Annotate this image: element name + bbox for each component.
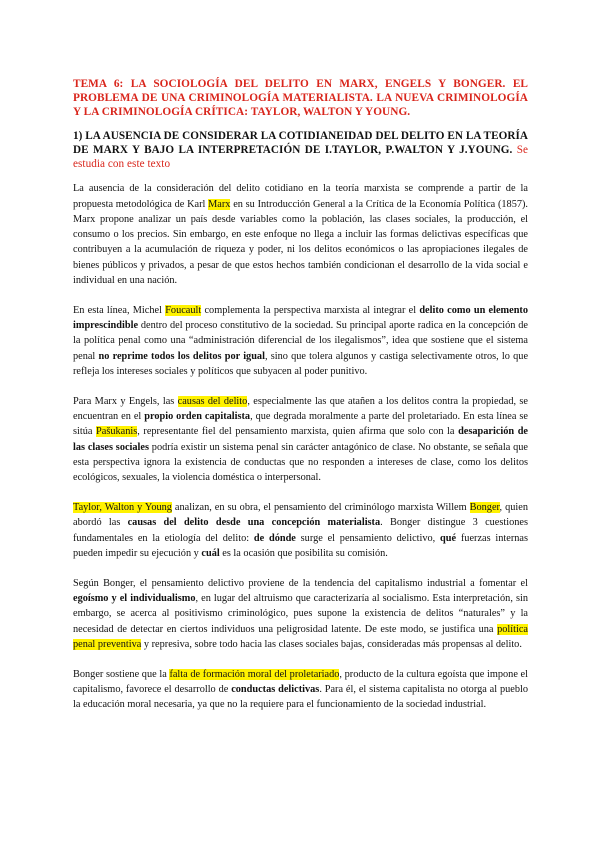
text-run: . Bonger distingue 3 cuestiones fundamentales en la etiología del delito: — [73, 517, 528, 544]
highlight-causas-delito: causas del delito — [177, 395, 248, 407]
bold-que: qué — [440, 532, 457, 544]
bold-orden-capitalista: propio orden capitalista — [144, 411, 251, 423]
text-run: , producto de la cultura egoísta que impone el capitalismo, favorece el desarrollo de — [73, 668, 528, 696]
paragraph-1 — [73, 181, 528, 288]
bold-delito-imprescindible: delito como un elemento imprescindible — [73, 304, 528, 332]
highlight-marx: Marx — [208, 198, 231, 210]
text-run: dentro del proceso constitutivo de la sociedad. Su principal aporte radica en la concepción de la política penal como una “administración diferencial de los ilegalismos”, idea que sostiene que el sistema penal — [73, 320, 528, 362]
text-run: Para Marx y Engels, las — [73, 395, 178, 407]
bold-cual: cuál — [201, 547, 220, 559]
text-run: analizan, en su obra, el pensamiento del criminólogo marxista Willem — [171, 502, 470, 514]
text-run: , especialmente las que atañen a los delitos contra la propiedad, se encuentran en el — [73, 395, 528, 423]
text-run: , sino que tolera algunos y castiga selectivamente otros, lo que refleja los intereses sociales y políticos que subyacen al poder punitivo. — [73, 350, 529, 377]
document-title: TEMA 6: LA SOCIOLOGÍA DEL DELITO EN MARX, ENGELS Y BONGER. EL PROBLEMA DE UNA CRIMINOLOGÍA MATERIALISTA. LA NUEVA CRIMINOLOGÍA Y LA CRIMINOLOGÍA CRÍTICA: TAYLOR, WALTON Y YOUNG. — [73, 78, 528, 119]
text-run: La ausencia de la consideración del delito cotidiano en la teoría marxista se comprende a partir de la propuesta metodológica de Karl — [73, 183, 528, 210]
bold-no-reprime: no reprime todos los delitos por igual — [98, 350, 265, 362]
text-run: , en lugar del altruismo que caracterizaría al socialismo. Esta interpretación, sin embargo, se acerca al positivismo criminológico, pues supone la existencia de delitos “naturales” y la necesidad de detectar en ciertos individuos una peligrosidad latente. De este modo, se justifica una — [73, 593, 528, 635]
highlight-bonger: Bonger — [469, 502, 500, 514]
text-run: Bonger sostiene que la — [73, 668, 170, 680]
paragraph-6 — [73, 667, 528, 713]
text-run: , representante fiel del pensamiento marxista, quien afirma que solo con la — [137, 426, 459, 438]
bold-desaparicion-clases: desaparición de las clases sociales — [73, 426, 529, 453]
text-run: , que degrada moralmente a parte del proletariado. En esta línea se sitúa — [73, 411, 528, 438]
text-run: surge el pensamiento delictivo, — [295, 532, 441, 544]
text-run: complementa la perspectiva marxista al integrar el — [201, 304, 420, 316]
paragraph-5 — [73, 576, 528, 652]
paragraph-2 — [73, 303, 528, 379]
text-run: . Para él, el sistema capitalista no otorga al pueblo la educación moral necesaria, ya que no la requiere para el funcionamiento de la sociedad industrial. — [73, 684, 529, 711]
highlight-politica-preventiva: política penal preventiva — [73, 623, 528, 650]
text-run: fuerzas internas pueden impedir su ejecución y — [73, 532, 528, 559]
highlight-foucault: Foucault — [165, 304, 202, 316]
section-heading — [73, 129, 528, 172]
text-run: , quien abordó las — [73, 502, 528, 529]
paragraph-4 — [73, 500, 528, 561]
highlight-falta-formacion: falta de formación moral del proletariado — [169, 668, 340, 680]
highlight-taylor-walton-young: Taylor, Walton y Young — [73, 502, 172, 514]
bold-de-donde: de dónde — [253, 532, 296, 544]
text-run: podría existir un sistema penal sin carácter antagónico de clase. No obstante, se señala que esta perspectiva ignora la existencia de conductas que no responden a intereses de clase, como los delitos ecológicos, sexuales, la violencia doméstica o interpersonal. — [73, 441, 528, 484]
text-run: Según Bonger, el pensamiento delictivo proviene de la tendencia del capitalismo industrial a fomentar el — [73, 577, 528, 589]
bold-egoismo-individualismo: egoísmo y el individualismo — [73, 593, 196, 605]
text-run: en su Introducción General a la Crítica de la Economía Política (1857). Marx propone analizar un país desde variables como la población, las clases sociales, la producción, el consumo o los precios. Sin embargo, en este enfoque no llega a incluir las formas delictivas específicas que contribuyen a la acumulación de riqueza y poder, ni los delitos económicos o las apropiaciones ilegales de bienes públicos y privados, a pesar de que estos hechos también condicionan el desarrollo de la vida social e individual en una nación. — [73, 198, 528, 286]
paragraph-3 — [73, 394, 528, 486]
bold-conductas-delictivas: conductas delictivas — [231, 684, 320, 696]
highlight-pasukanis: Pašukanis — [96, 426, 138, 438]
bold-causas-materialista: causas del delito desde una concepción materialista — [127, 517, 381, 529]
text-run: es la ocasión que posibilita su comisión. — [219, 547, 388, 559]
document-body — [73, 77, 528, 727]
section-heading-text: 1) LA AUSENCIA DE CONSIDERAR LA COTIDIANEIDAD DEL DELITO EN LA TEORÍA DE MARX Y BAJO LA INTERPRETACIÓN DE I.TAYLOR, P.WALTON Y J.YOUNG. — [73, 129, 528, 156]
section-note: Se estudia con este texto — [73, 143, 528, 171]
text-run: y represiva, sobre todo hacia las clases sociales bajas, consideradas más propensas al delito. — [141, 638, 522, 650]
text-run: En esta línea, Michel — [73, 304, 166, 316]
